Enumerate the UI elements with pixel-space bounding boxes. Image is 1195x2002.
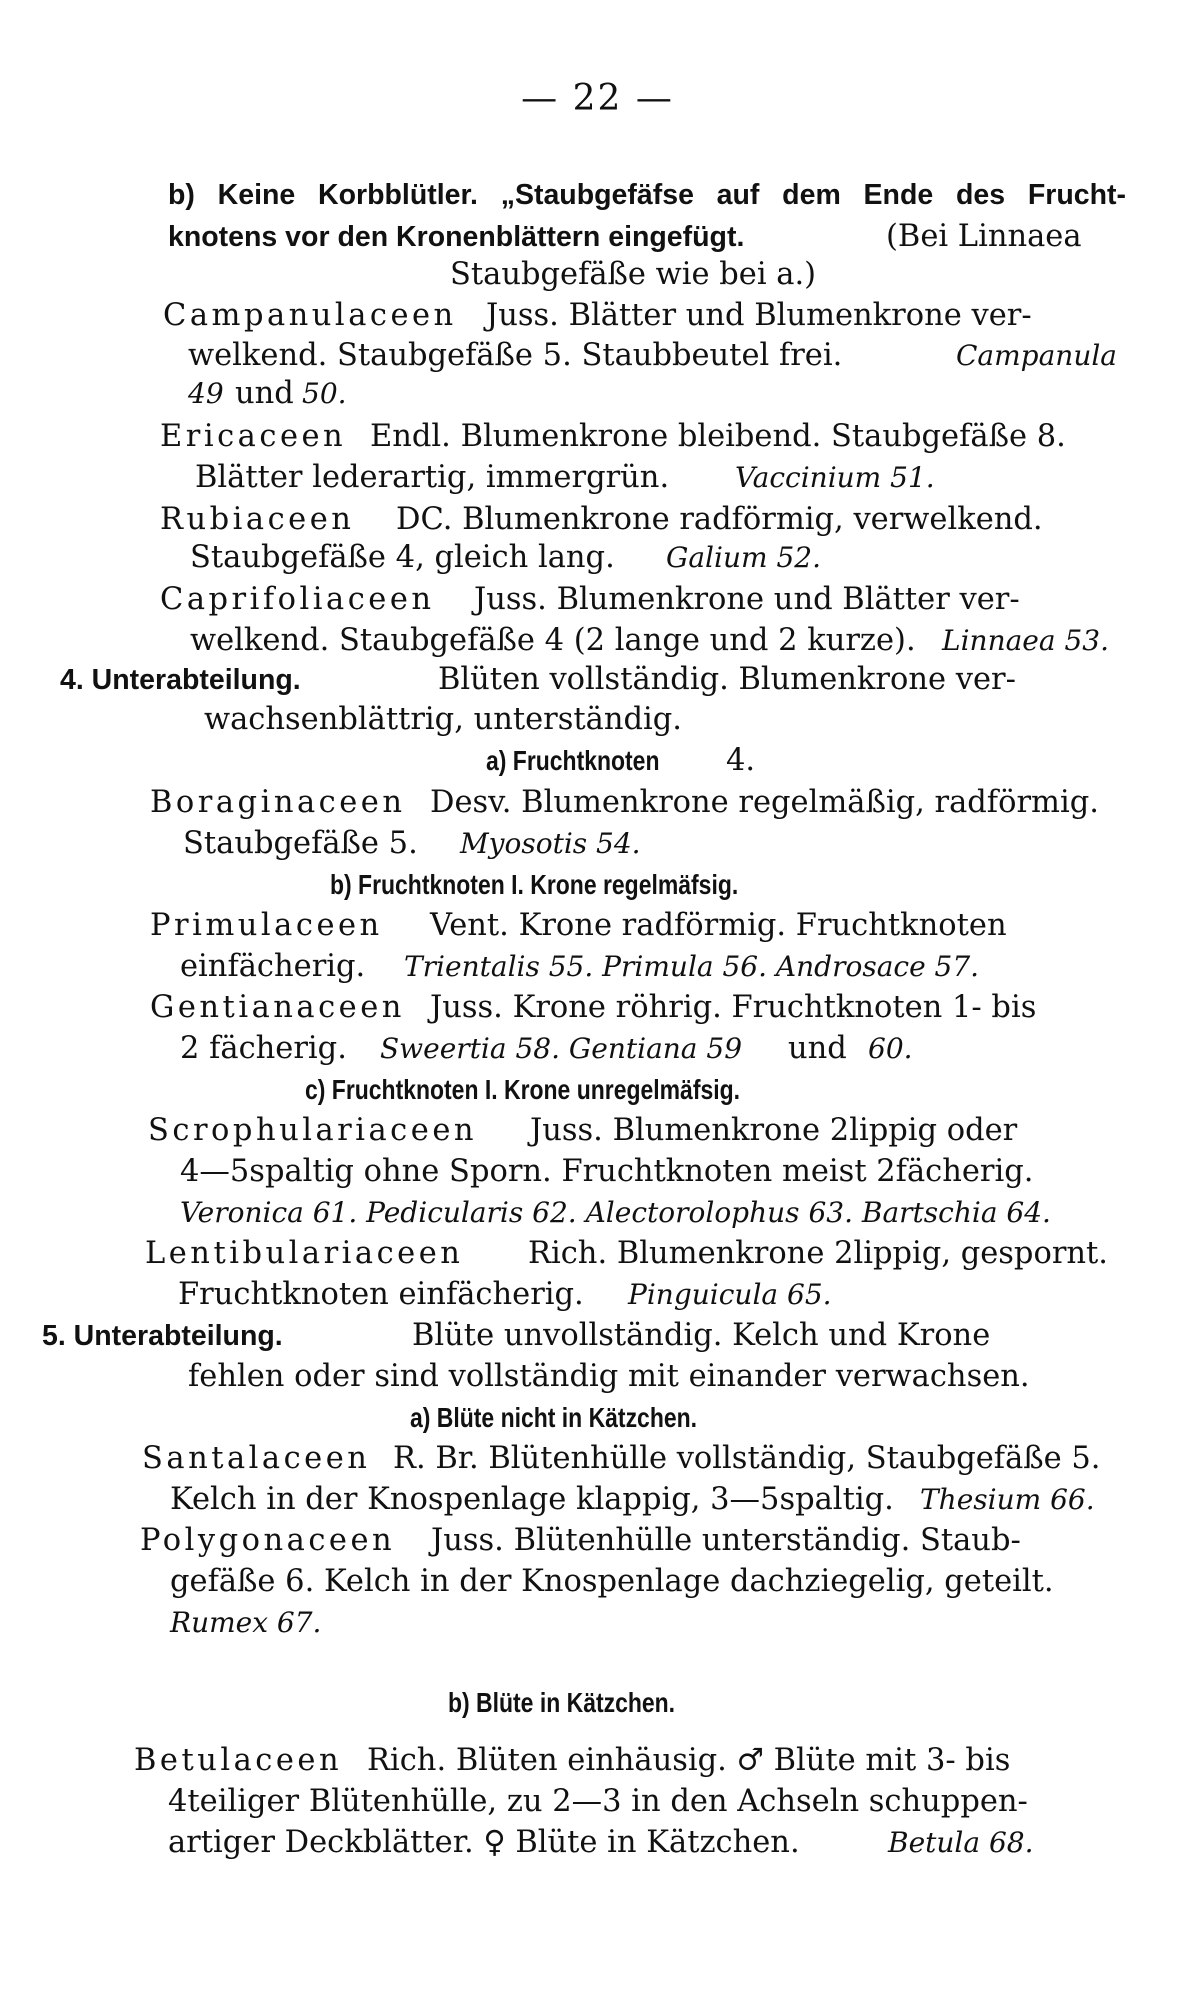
genus-number: 50.	[302, 377, 347, 410]
text-line: gefäße 6. Kelch in der Knospenlage dachziegelig, geteilt.	[170, 1564, 1054, 1599]
family-name: Gentianaceen	[150, 990, 405, 1025]
text-line: 2 fächerig.	[180, 1031, 347, 1066]
genus-number: 60.	[868, 1032, 913, 1065]
text-line: Blätter lederartig, immergrün.	[195, 460, 670, 495]
genus-name: Thesium 66.	[920, 1483, 1095, 1516]
text-line: wachsenblättrig, unterständig.	[204, 702, 682, 737]
genus-list: Veronica 61. Pedicularis 62. Alectorolophus 63. Bartschia 64.	[180, 1196, 1051, 1229]
text-line: DC. Blumenkrone radförmig, verwelkend.	[396, 502, 1043, 537]
family-name: Primulaceen	[150, 908, 383, 943]
group-heading: b) Blüte in Kätzchen.	[448, 1687, 676, 1718]
genus-name: Linnaea 53.	[942, 624, 1110, 657]
text-line: Desv. Blumenkrone regelmäßig, radförmig.	[430, 785, 1099, 820]
text-line: Staubgefäße 4, gleich lang.	[190, 540, 615, 575]
text-line: R. Br. Blütenhülle vollständig, Staubgefäße 5.	[393, 1441, 1101, 1476]
family-name: Boraginaceen	[150, 785, 406, 820]
family-name: Scrophulariaceen	[148, 1113, 478, 1148]
genus-number: 49	[188, 377, 224, 410]
text-line: 4teiliger Blütenhülle, zu 2—3 in den Achseln schuppen-	[168, 1784, 1028, 1819]
genus-name: Campanula	[956, 339, 1117, 372]
family-name: Polygonaceen	[140, 1523, 396, 1558]
text-line: Juss. Blumenkrone 2lippig oder	[530, 1113, 1018, 1148]
family-name: Betulaceen	[134, 1743, 343, 1778]
text-line: Juss. Blätter und Blumenkrone ver-	[486, 298, 1032, 333]
genus-name: Trientalis 55. Primula 56. Androsace 57.	[404, 950, 980, 983]
section-heading: b) Keine Korbblütler. „Staubgefäfse auf dem Ende des Frucht-	[168, 179, 1126, 211]
text-line: (Bei Linnaea	[886, 219, 1082, 254]
text-line: fehlen oder sind vollständig mit einander verwachsen.	[188, 1359, 1030, 1394]
family-name: Rubiaceen	[160, 502, 355, 537]
text-line: 4.	[726, 743, 756, 778]
text-line: Fruchtknoten einfächerig.	[178, 1277, 584, 1312]
group-heading: c) Fruchtknoten I. Krone unregelmäfsig.	[305, 1074, 741, 1105]
genus-name: Galium 52.	[666, 541, 821, 574]
section-heading-cont: knotens vor den Kronenblättern eingefügt.	[168, 221, 745, 253]
text-line: Endl. Blumenkrone bleibend. Staubgefäße 8.	[370, 419, 1066, 454]
text-line: einfächerig.	[180, 949, 366, 984]
family-name: Caprifoliaceen	[160, 582, 435, 617]
family-name: Santalaceen	[142, 1441, 371, 1476]
text-line: Staubgefäße 5.	[183, 826, 418, 861]
family-name: Campanulaceen	[163, 298, 457, 333]
subdivision-heading: 5. Unterabteilung.	[42, 1320, 283, 1352]
genus-name: Myosotis 54.	[460, 827, 641, 860]
text-line: artiger Deckblätter. ♀ Blüte in Kätzchen.	[168, 1825, 800, 1860]
family-name: Ericaceen	[160, 419, 347, 454]
family-name: Lentibulariaceen	[145, 1236, 464, 1271]
text-line: Juss. Krone röhrig. Fruchtknoten 1- bis	[430, 990, 1037, 1025]
genus-name: Rumex 67.	[170, 1606, 322, 1639]
text-line: Vent. Krone radförmig. Fruchtknoten	[430, 908, 1007, 943]
group-heading: a) Blüte nicht in Kätzchen.	[410, 1402, 698, 1433]
text-line: Juss. Blumenkrone und Blätter ver-	[474, 582, 1020, 617]
text-line: Rich. Blumenkrone 2lippig, gespornt.	[528, 1236, 1108, 1271]
text-line: 4—5spaltig ohne Sporn. Fruchtknoten meist 2fächerig.	[180, 1154, 1034, 1189]
text-line: Blüte unvollständig. Kelch und Krone	[412, 1318, 991, 1353]
text-line: Staubgefäße wie bei a.)	[450, 257, 817, 292]
genus-name: Betula 68.	[888, 1826, 1034, 1859]
genus-name: Pinguicula 65.	[628, 1278, 832, 1311]
text-line: und	[788, 1031, 847, 1066]
genus-name: Sweertia 58. Gentiana 59	[380, 1032, 743, 1065]
text-line: Rich. Blüten einhäusig. ♂ Blüte mit 3- bis	[367, 1743, 1011, 1778]
page-number: — 22 —	[521, 78, 674, 119]
genus-name: Vaccinium 51.	[735, 461, 935, 494]
group-heading: b) Fruchtknoten I. Krone regelmäfsig.	[330, 869, 739, 900]
text-line: welkend. Staubgefäße 5. Staubbeutel frei.	[188, 338, 843, 373]
text-line: welkend. Staubgefäße 4 (2 lange und 2 kurze).	[190, 623, 916, 658]
text-line: und	[235, 376, 294, 411]
subdivision-heading: 4. Unterabteilung.	[60, 664, 301, 696]
text-line: Juss. Blütenhülle unterständig. Staub-	[431, 1523, 1021, 1558]
group-heading: a) Fruchtknoten	[486, 745, 660, 776]
text-line: Kelch in der Knospenlage klappig, 3—5spaltig.	[170, 1482, 894, 1517]
text-line: Blüten vollständig. Blumenkrone ver-	[438, 662, 1016, 697]
